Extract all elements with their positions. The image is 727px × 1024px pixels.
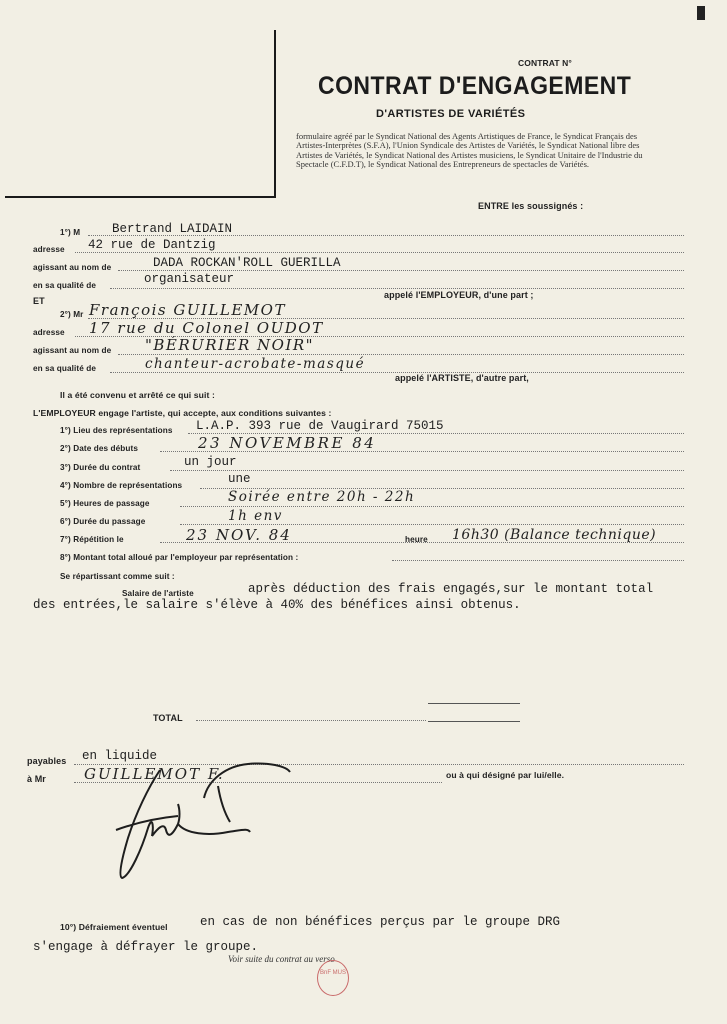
item-5-value: Soirée entre 20h - 22h [228,489,416,505]
to-label: à Mr [27,774,46,784]
designee-label: ou à qui désigné par lui/elle. [446,770,565,780]
signature [108,758,308,888]
payable-label: payables [27,756,67,766]
item-1-label: 1°) Lieu des représentations [60,426,173,435]
library-stamp: BnF MUS [317,960,349,996]
employer-acting: DADA ROCKAN'ROLL GUERILLA [153,256,341,270]
employer-num-label: 1°) M [60,228,81,237]
item-1-value: L.A.P. 393 rue de Vaugirard 75015 [196,419,444,433]
salary-text-2: des entrées,le salaire s'élève à 40% des bénéfices ainsi obtenus. [33,598,521,612]
et-label: ET [33,296,45,306]
approval-text: formulaire agréé par le Syndicat National des Agents Artistiques de France, le Syndicat Français des Artistes-Interprètes (S.F.A), l'Union Syndicale des Artistes de Variétés, le Syndicat National libre des Artistes de Variétés, le Syndicat National des Artistes musiciens, le Syndicat Unitaire de l'Industrie du Spectacle (C.F.D.T), le Syndicat National des Entrepreneurs de spectacles de Variétés. [296,131,643,169]
artist-called: appelé l'ARTISTE, d'autre part, [395,373,529,383]
item-3-value: un jour [184,455,237,469]
employer-acting-label: agissant au nom de [33,263,112,272]
total-label: TOTAL [153,713,183,723]
scan-mark [697,6,705,20]
artist-address: 17 rue du Colonel OUDOT [89,319,324,337]
between-label: ENTRE les soussignés : [478,201,584,211]
header-bracket-horizontal [5,196,276,198]
employer-address: 42 rue de Dantzig [88,238,216,252]
item-5-label: 5°) Heures de passage [60,499,150,508]
header-bracket-vertical [274,30,276,198]
artist-quality-label: en sa qualité de [33,364,97,373]
item-7-label: 7°) Répétition le [60,535,124,544]
item-4-value: une [228,472,251,486]
artist-quality: chanteur-acrobate-masqué [145,356,366,372]
contract-number-label: CONTRAT N° [518,58,572,68]
employer-called: appelé l'EMPLOYEUR, d'une part ; [384,290,534,300]
item-2-value: 23 NOVEMBRE 84 [198,434,377,452]
artist-num-label: 2°) Mr [60,310,84,319]
salary-text-1: après déduction des frais engagés,sur le montant total [248,582,654,596]
employer-address-label: adresse [33,245,65,254]
item-4-label: 4°) Nombre de représentations [60,481,183,490]
payable-value: en liquide [82,749,158,763]
employer-engages: L'EMPLOYEUR engage l'artiste, qui accepte, aux conditions suivantes : [33,408,332,418]
artist-name: François GUILLEMOT [89,301,286,319]
employer-name: Bertrand LAIDAIN [112,222,233,236]
artist-acting-label: agissant au nom de [33,346,112,355]
item-10-label: 10°) Défraiement éventuel [60,922,168,932]
employer-quality: organisateur [144,272,235,286]
item-6-label: 6°) Durée du passage [60,517,146,526]
item-10-text-2: s'engage à défrayer le groupe. [33,940,259,954]
agreement-intro: Il a été convenu et arrêté ce qui suit : [60,390,215,400]
total-underline-2 [428,721,520,722]
hour-value: 16h30 (Balance technique) [452,527,657,543]
item-10-text-1: en cas de non bénéfices perçus par le groupe DRG [200,915,561,929]
artist-address-label: adresse [33,328,65,337]
split-label: Se répartissant comme suit : [60,572,175,581]
salary-label: Salaire de l'artiste [122,589,194,598]
item-8-label: 8°) Montant total alloué par l'employeur par représentation : [60,553,299,562]
total-underline [428,703,520,704]
artist-acting: "BÉRURIER NOIR" [145,336,315,354]
item-2-label: 2°) Date des débuts [60,444,138,453]
item-6-value: 1h env [228,508,283,524]
contract-subtitle: D'ARTISTES DE VARIÉTÉS [376,108,526,120]
contract-title: CONTRAT D'ENGAGEMENT [318,72,632,100]
item-7-value: 23 NOV. 84 [186,526,292,544]
item-3-label: 3°) Durée du contrat [60,463,141,472]
employer-quality-label: en sa qualité de [33,281,97,290]
hour-label: heure [405,535,428,544]
to-value: GUILLEMOT F. [84,765,225,783]
verso-note: Voir suite du contrat au verso [228,954,335,964]
